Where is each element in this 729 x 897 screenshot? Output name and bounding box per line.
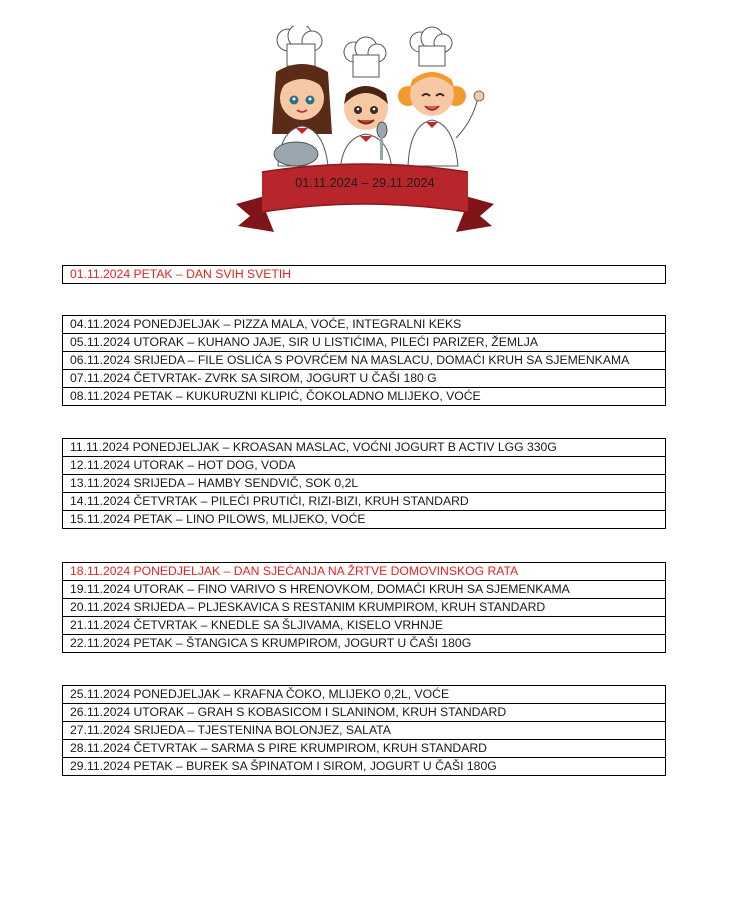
table-row [63, 439, 666, 457]
date-range-label: 01.11.2024 – 29.11.2024 [295, 176, 435, 190]
menu-cell: 13.11.2024 SRIJEDA – HAMBY SENDVIČ, SOK 0,2L [63, 475, 666, 493]
header-illustration [232, 26, 498, 238]
menu-cell: 25.11.2024 PONEDJELJAK – KRAFNA ČOKO, MLIJEKO 0,2L, VOĆE [63, 686, 666, 704]
week-2-table [62, 438, 666, 529]
table-row [63, 617, 666, 635]
holiday-cell: 18.11.2024 PONEDJELJAK – DAN SJEĆANJA NA ŽRTVE DOMOVINSKOG RATA [63, 563, 666, 581]
table-row [63, 266, 666, 284]
table-row [63, 334, 666, 352]
menu-cell: 28.11.2024 ČETVRTAK – SARMA S PIRE KRUMPIROM, KRUH STANDARD [63, 740, 666, 758]
table-row [63, 388, 666, 406]
table-row [63, 475, 666, 493]
menu-cell: 26.11.2024 UTORAK – GRAH S KOBASICOM I SLANINOM, KRUH STANDARD [63, 704, 666, 722]
menu-cell: 22.11.2024 PETAK – ŠTANGICA S KRUMPIROM, JOGURT U ČAŠI 180G [63, 635, 666, 653]
menu-cell: 05.11.2024 UTORAK – KUHANO JAJE, SIR U LISTIĆIMA, PILEĆI PARIZER, ŽEMLJA [63, 334, 666, 352]
menu-cell: 15.11.2024 PETAK – LINO PILOWS, MLIJEKO, VOĆE [63, 511, 666, 529]
table-row [63, 635, 666, 653]
table-row [63, 599, 666, 617]
menu-cell: 04.11.2024 PONEDJELJAK – PIZZA MALA, VOĆE, INTEGRALNI KEKS [63, 316, 666, 334]
table-row [63, 457, 666, 475]
table-row [63, 704, 666, 722]
table-row [63, 511, 666, 529]
redhead-girl-chef-figure [398, 72, 484, 166]
menu-cell: 08.11.2024 PETAK – KUKURUZNI KLIPIĆ, ČOKOLADNO MLIJEKO, VOĆE [63, 388, 666, 406]
girl-chef-figure [272, 64, 332, 166]
table-row [63, 563, 666, 581]
holiday-cell: 01.11.2024 PETAK – DAN SVIH SVETIH [63, 266, 666, 284]
table-row [63, 493, 666, 511]
menu-cell: 14.11.2024 ČETVRTAK – PILEĆI PRUTIĆI, RIZI-BIZI, KRUH STANDARD [63, 493, 666, 511]
table-row [63, 722, 666, 740]
menu-cell: 27.11.2024 SRIJEDA – TJESTENINA BOLONJEZ, SALATA [63, 722, 666, 740]
menu-cell: 07.11.2024 ČETVRTAK- ZVRK SA SIROM, JOGURT U ČAŠI 180 G [63, 370, 666, 388]
table-row [63, 352, 666, 370]
menu-cell: 19.11.2024 UTORAK – FINO VARIVO S HRENOVKOM, DOMAĆI KRUH SA SJEMENKAMA [63, 581, 666, 599]
chef-kids-illustration [232, 26, 498, 238]
menu-cell: 06.11.2024 SRIJEDA – FILE OSLIĆA S POVRĆEM NA MASLACU, DOMAĆI KRUH SA SJEMENKAMA [63, 352, 666, 370]
table-row [63, 316, 666, 334]
holiday-table [62, 265, 666, 284]
menu-cell: 20.11.2024 SRIJEDA – PLJESKAVICA S RESTANIM KRUMPIROM, KRUH STANDARD [63, 599, 666, 617]
ribbon-banner [236, 164, 494, 232]
menu-cell: 21.11.2024 ČETVRTAK – KNEDLE SA ŠLJIVAMA, KISELO VRHNJE [63, 617, 666, 635]
boy-chef-figure [340, 86, 392, 172]
table-row [63, 370, 666, 388]
week-4-table [62, 685, 666, 776]
table-row [63, 758, 666, 776]
week-3-table [62, 562, 666, 653]
table-row [63, 686, 666, 704]
menu-cell: 29.11.2024 PETAK – BUREK SA ŠPINATOM I SIROM, JOGURT U ČAŠI 180G [63, 758, 666, 776]
menu-cell: 12.11.2024 UTORAK – HOT DOG, VODA [63, 457, 666, 475]
table-row [63, 740, 666, 758]
menu-cell: 11.11.2024 PONEDJELJAK – KROASAN MASLAC, VOĆNI JOGURT B ACTIV LGG 330G [63, 439, 666, 457]
table-row [63, 581, 666, 599]
week-1-table [62, 315, 666, 406]
